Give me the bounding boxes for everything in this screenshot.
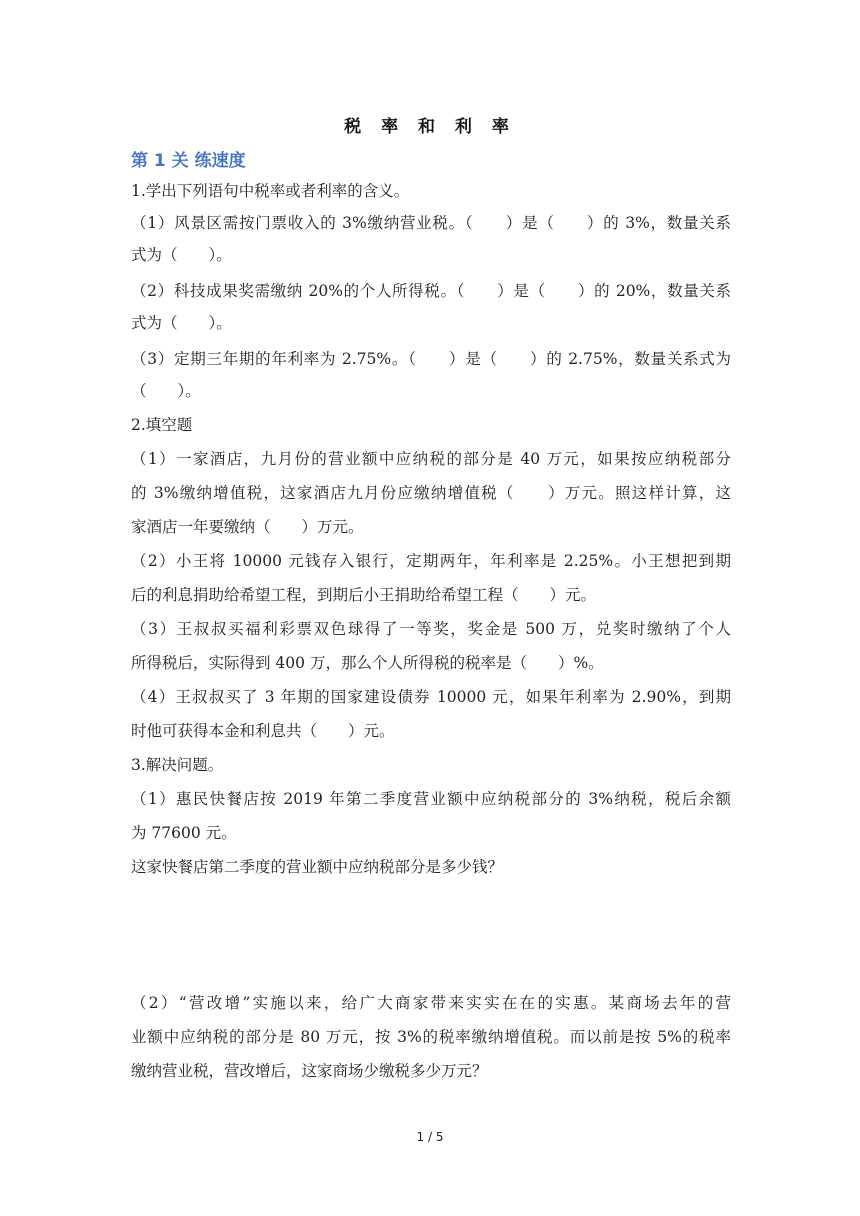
text-line: （1）一家酒店，九月份的营业额中应纳税的部分是 40 万元，如果按应纳税部分 (131, 450, 731, 468)
text-line: （ ）。 (131, 382, 201, 400)
text-line: （4）王叔叔买了 3 年期的国家建设债券 10000 元，如果年利率为 2.90%，到期 (131, 688, 731, 706)
text-line: 时他可获得本金和利息共（ ）元。 (131, 722, 395, 740)
text-line: 的 3%缴纳增值税，这家酒店九月份应缴纳增值税（ ）万元。照这样计算，这 (131, 484, 731, 502)
text-line: 家酒店一年要缴纳（ ）万元。 (131, 518, 364, 536)
text-line: （2）“营改增”实施以来，给广大商家带来实实在在的实惠。某商场去年的营 (131, 994, 731, 1012)
text-line: （2）小王将 10000 元钱存入银行，定期两年，年利率是 2.25%。小王想把到期 (131, 552, 731, 570)
text-line: （2）科技成果奖需缴纳 20%的个人所得税。（ ）是（ ）的 20%，数量关系 (131, 282, 731, 300)
text-line: （1）风景区需按门票收入的 3%缴纳营业税。（ ）是（ ）的 3%，数量关系 (131, 214, 731, 232)
text-line: 为 77600 元。 (131, 824, 237, 842)
text-line: 式为（ ）。 (131, 314, 232, 332)
question-1-heading: 1.学出下列语句中税率或者利率的含义。 (131, 182, 410, 200)
text-line: 后的利息捐助给希望工程，到期后小王捐助给希望工程（ ）元。 (131, 586, 597, 604)
text-line: 这家快餐店第二季度的营业额中应纳税部分是多少钱？ (131, 858, 504, 876)
section-heading: 第 1 关 练速度 (131, 151, 246, 171)
question-3-heading: 3.解决问题。 (131, 756, 224, 774)
text-line: 缴纳营业税，营改增后，这家商场少缴税多少万元？ (131, 1062, 488, 1080)
text-line: （1）惠民快餐店按 2019 年第二季度营业额中应纳税部分的 3%纳税，税后余额 (131, 790, 731, 808)
text-line: （3）王叔叔买福利彩票双色球得了一等奖，奖金是 500 万，兑奖时缴纳了个人 (131, 620, 731, 638)
text-line: 业额中应纳税的部分是 80 万元，按 3%的税率缴纳增值税。而以前是按 5%的税率 (131, 1028, 731, 1046)
page-number: 1 / 5 (416, 1130, 444, 1144)
document-title: 税 率 和 利 率 (344, 117, 516, 137)
text-line: 式为（ ）。 (131, 246, 232, 264)
text-line: 所得税后，实际得到 400 万，那么个人所得税的税率是（ ）%。 (131, 654, 604, 672)
question-2-heading: 2.填空题 (131, 416, 193, 434)
text-line: （3）定期三年期的年利率为 2.75%。（ ）是（ ）的 2.75%，数量关系式为 (131, 350, 731, 368)
